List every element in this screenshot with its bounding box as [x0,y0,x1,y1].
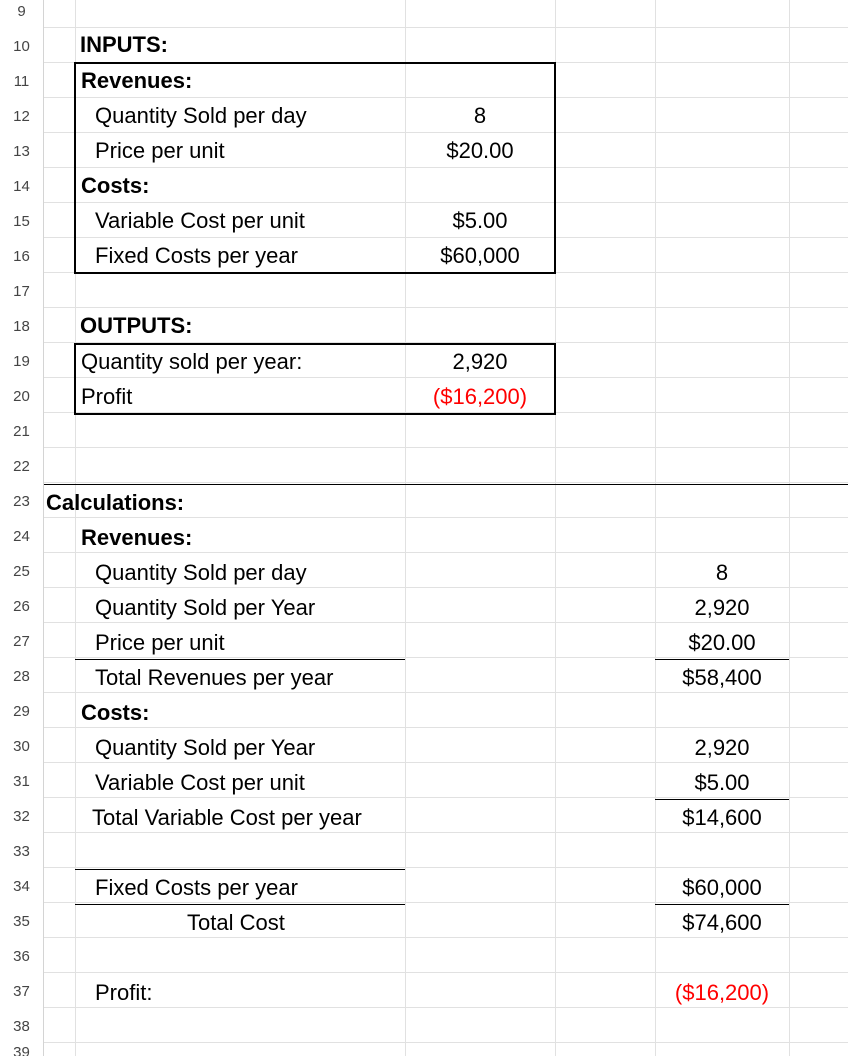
row-number-9[interactable]: 9 [17,3,26,20]
gridline-row [44,447,848,448]
outputs-qty-year-value[interactable]: 2,920 [452,349,508,374]
gridline-row [44,832,848,833]
row-number-29[interactable]: 29 [13,703,30,720]
calc-qty-year-value[interactable]: 2,920 [694,595,750,620]
calc-fixed-label[interactable]: Fixed Costs per year [95,875,298,900]
row-number-15[interactable]: 15 [13,213,30,230]
calc-qty-day-value[interactable]: 8 [715,560,729,585]
inputs-costs-label[interactable]: Costs: [81,173,150,198]
row-number-31[interactable]: 31 [13,773,30,790]
row-number-21[interactable]: 21 [13,423,30,440]
row-number-24[interactable]: 24 [13,528,30,545]
total-cost-rule-value [655,904,789,905]
gridline-row [44,727,848,728]
calc-total-var-label[interactable]: Total Variable Cost per year [92,805,362,830]
calc-qty-year-label[interactable]: Quantity Sold per Year [95,595,316,620]
calc-revenues-label[interactable]: Revenues: [81,525,193,550]
calc-price-value[interactable]: $20.00 [688,630,756,655]
calculations-separator-line [44,484,848,485]
inputs-price-label[interactable]: Price per unit [95,138,225,163]
gridline-row [44,482,848,483]
fixed-costs-top-rule [75,869,405,870]
row-number-10[interactable]: 10 [13,38,30,55]
row-number-19[interactable]: 19 [13,353,30,370]
row-number-11[interactable]: 11 [13,73,30,90]
row-number-12[interactable]: 12 [13,108,30,125]
calc-costs-qty-year-label[interactable]: Quantity Sold per Year [95,735,316,760]
calc-costs-qty-year-value[interactable]: 2,920 [694,735,750,760]
inputs-var-cost-label[interactable]: Variable Cost per unit [95,208,305,233]
revenues-subtotal-rule-value [655,659,789,660]
gridline-row [44,1007,848,1008]
row-number-23[interactable]: 23 [13,493,30,510]
row-number-27[interactable]: 27 [13,633,30,650]
gridline-row [44,972,848,973]
row-number-28[interactable]: 28 [13,668,30,685]
row-number-32[interactable]: 32 [13,808,30,825]
gridline-row [44,552,848,553]
total-cost-rule-label [75,904,405,905]
row-number-38[interactable]: 38 [13,1018,30,1035]
gridline-row [44,867,848,868]
calc-profit-value[interactable]: ($16,200) [674,980,770,1005]
gridline-row [44,307,848,308]
row-number-17[interactable]: 17 [13,283,30,300]
gridline-row [44,27,848,28]
outputs-qty-year-label[interactable]: Quantity sold per year: [81,349,303,374]
inputs-revenues-label[interactable]: Revenues: [81,68,193,93]
inputs-fixed-costs-label[interactable]: Fixed Costs per year [95,243,298,268]
calc-profit-label[interactable]: Profit: [95,980,153,1005]
outputs-profit-label[interactable]: Profit [81,384,133,409]
gridline-row [44,902,848,903]
revenues-subtotal-rule-label [75,659,405,660]
gridline-row [44,762,848,763]
gridline-column [789,0,790,1056]
calculations-title[interactable]: Calculations: [46,490,185,515]
calc-price-label[interactable]: Price per unit [95,630,225,655]
outputs-title[interactable]: OUTPUTS: [80,313,193,338]
row-number-26[interactable]: 26 [13,598,30,615]
row-number-22[interactable]: 22 [13,458,30,475]
calc-total-rev-value[interactable]: $58,400 [682,665,762,690]
calc-total-cost-value[interactable]: $74,600 [682,910,762,935]
row-number-35[interactable]: 35 [13,913,30,930]
inputs-qty-per-day-value[interactable]: 8 [473,103,487,128]
calc-costs-label[interactable]: Costs: [81,700,150,725]
row-number-14[interactable]: 14 [13,178,30,195]
inputs-price-value[interactable]: $20.00 [446,138,514,163]
gridline-row [44,937,848,938]
calc-total-cost-label[interactable]: Total Cost [187,910,285,935]
inputs-var-cost-value[interactable]: $5.00 [452,208,508,233]
calc-qty-day-label[interactable]: Quantity Sold per day [95,560,307,585]
gridline-row [44,517,848,518]
row-number-13[interactable]: 13 [13,143,30,160]
row-number-25[interactable]: 25 [13,563,30,580]
inputs-qty-per-day-label[interactable]: Quantity Sold per day [95,103,307,128]
gridline-row [44,622,848,623]
calc-total-rev-label[interactable]: Total Revenues per year [95,665,334,690]
row-number-16[interactable]: 16 [13,248,30,265]
row-number-18[interactable]: 18 [13,318,30,335]
calc-total-var-value[interactable]: $14,600 [682,805,762,830]
row-number-30[interactable]: 30 [13,738,30,755]
row-header-column [0,0,44,1056]
gridline-row [44,657,848,658]
gridline-row [44,1042,848,1043]
calc-var-cost-value[interactable]: $5.00 [694,770,750,795]
row-number-20[interactable]: 20 [13,388,30,405]
row-number-34[interactable]: 34 [13,878,30,895]
outputs-profit-value[interactable]: ($16,200) [432,384,528,409]
gridline-row [44,692,848,693]
row-number-37[interactable]: 37 [13,983,30,1000]
calc-var-cost-label[interactable]: Variable Cost per unit [95,770,305,795]
row-number-36[interactable]: 36 [13,948,30,965]
inputs-title[interactable]: INPUTS: [80,32,168,57]
var-cost-subtotal-rule [655,799,789,800]
inputs-fixed-costs-value[interactable]: $60,000 [440,243,520,268]
row-number-39[interactable]: 39 [13,1044,30,1056]
gridline-row [44,797,848,798]
row-number-33[interactable]: 33 [13,843,30,860]
calc-fixed-value[interactable]: $60,000 [682,875,762,900]
gridline-row [44,587,848,588]
